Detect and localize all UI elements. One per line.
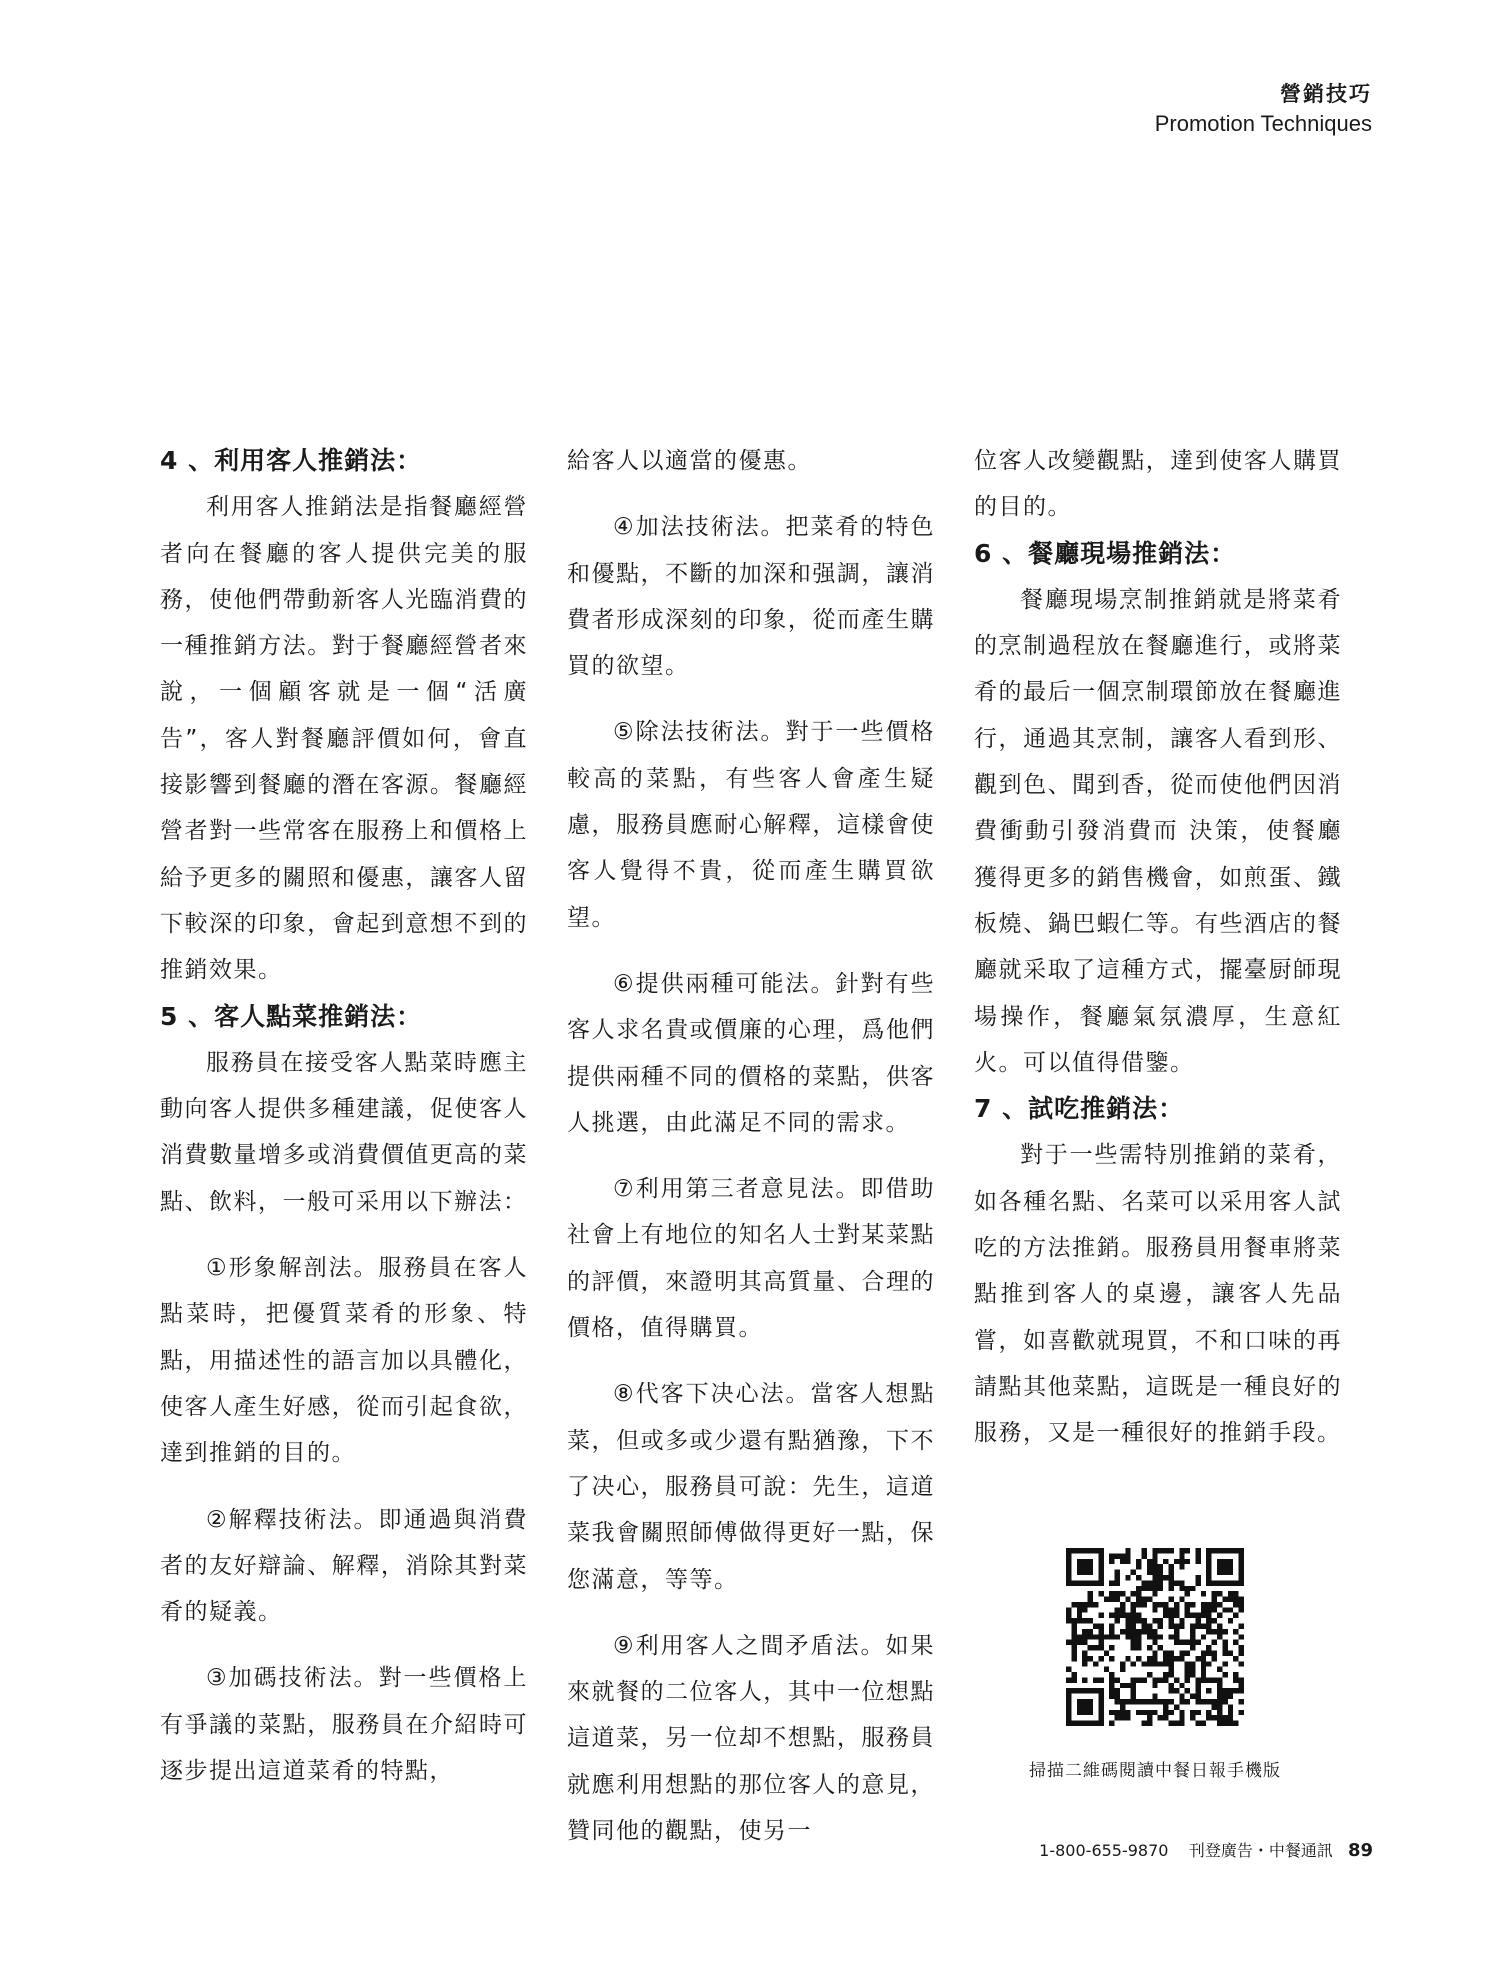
paragraph: 餐廳現場烹制推銷就是將菜肴的烹制過程放在餐廳進行，或將菜肴的最后一個烹制環節放在餐廳進行，通過其烹制，讓客人看到形、觀到色、聞到香，從而使他們因消費衝動引發消費而 決策，使餐廳獲得更多的銷售機會，如煎蛋、鐵板燒、鍋巴蝦仁等。有些酒店的餐廳就采取了這種方式，擺臺厨師現場操作，餐廳氣氛濃厚，生意紅火。可以值得借鑒。	[974, 586, 1342, 1076]
paragraph: ⑤除法技術法。對于一些價格較高的菜點，有些客人會產生疑慮，服務員應耐心解釋，這樣會使客人覺得不貴，從而產生購買欲望。	[567, 719, 935, 931]
text-column-3	[974, 438, 1342, 1457]
footer-text: 刊登廣告・中餐通訊	[1188, 1841, 1333, 1860]
text-column-1	[160, 438, 528, 1794]
paragraph-continued: 位客人改變觀點，達到使客人購買的目的。	[974, 448, 1342, 521]
paragraph: ②解釋技術法。即通過與消費者的友好辯論、解釋，消除其對菜肴的疑義。	[160, 1506, 528, 1626]
section-heading: 6 、餐廳現場推銷法：	[974, 538, 1237, 568]
page-number: 89	[1347, 1840, 1373, 1861]
paragraph: ⑥提供兩種可能法。針對有些客人求名貴或價廉的心理，爲他們提供兩種不同的價格的菜點，供客人挑選，由此滿足不同的需求。	[567, 970, 935, 1136]
section-title-cn: 營銷技巧	[1280, 82, 1372, 106]
page-header	[1155, 80, 1372, 138]
section-heading: 4 、利用客人推銷法：	[160, 446, 423, 475]
paragraph: ③加碼技術法。對一些價格上有爭議的菜點，服務員在介紹時可逐步提出這道菜肴的特點，	[160, 1665, 528, 1785]
section-heading: 5 、客人點菜推銷法：	[160, 1001, 423, 1031]
paragraph: ⑨利用客人之間矛盾法。如果來就餐的二位客人，其中一位想點這道菜，另一位却不想點，服務員就應利用想點的那位客人的意見，贊同他的觀點，使另一	[567, 1632, 935, 1845]
paragraph: ④加法技術法。把菜肴的特色和優點，不斷的加深和强調，讓消費者形成深刻的印象，從而產生購買的欲望。	[567, 514, 935, 680]
paragraph: ⑧代客下决心法。當客人想點菜，但或多或少還有點猶豫，下不了决心，服務員可說：先生，這道菜我會關照師傅做得更好一點，保您滿意，等等。	[567, 1381, 935, 1593]
paragraph: ⑦利用第三者意見法。即借助社會上有地位的知名人士對某菜點的評價，來證明其高質量、合理的價格，值得購買。	[567, 1176, 935, 1342]
paragraph-continued: 給客人以適當的優惠。	[567, 448, 812, 474]
section-title-en: Promotion Techniques	[1154, 111, 1372, 136]
paragraph: ①形象解剖法。服務員在客人點菜時，把優質菜肴的形象、特點，用描述性的語言加以具體化，使客人產生好感，從而引起食欲，達到推銷的目的。	[160, 1255, 528, 1467]
footer-phone: 1-800-655-9870	[1039, 1841, 1169, 1860]
qr-caption: 掃描二維碼閱讀中餐日報手機版	[1029, 1761, 1281, 1781]
text-column-2	[567, 438, 935, 1854]
section-heading: 7 、試吃推銷法：	[974, 1094, 1185, 1124]
paragraph: 利用客人推銷法是指餐廳經營者向在餐廳的客人提供完美的服務，使他們帶動新客人光臨消費的一種推銷方法。對于餐廳經營者來說，一個顧客就是一個“活廣告”，客人對餐廳評價如何，會直接影響到餐廳的潛在客源。餐廳經營者對一些常客在服務上和價格上給予更多的關照和優惠，讓客人留下較深的印象，會起到意想不到的推銷效果。	[160, 494, 528, 984]
paragraph: 服務員在接受客人點菜時應主動向客人提供多種建議，促使客人消費數量增多或消費價值更高的菜點、飲料，一般可采用以下辦法：	[160, 1049, 528, 1215]
qr-code[interactable]	[1066, 1548, 1244, 1726]
paragraph: 對于一些需特別推銷的菜肴，如各種名點、名菜可以采用客人試吃的方法推銷。服務員用餐車將菜點推到客人的桌邊，讓客人先品嘗，如喜歡就現買，不和口味的再請點其他菜點，這既是一種良好的服務，又是一種很好的推銷手段。	[974, 1142, 1342, 1447]
page-footer	[1039, 1838, 1373, 1861]
qr-code-image	[1066, 1548, 1244, 1726]
